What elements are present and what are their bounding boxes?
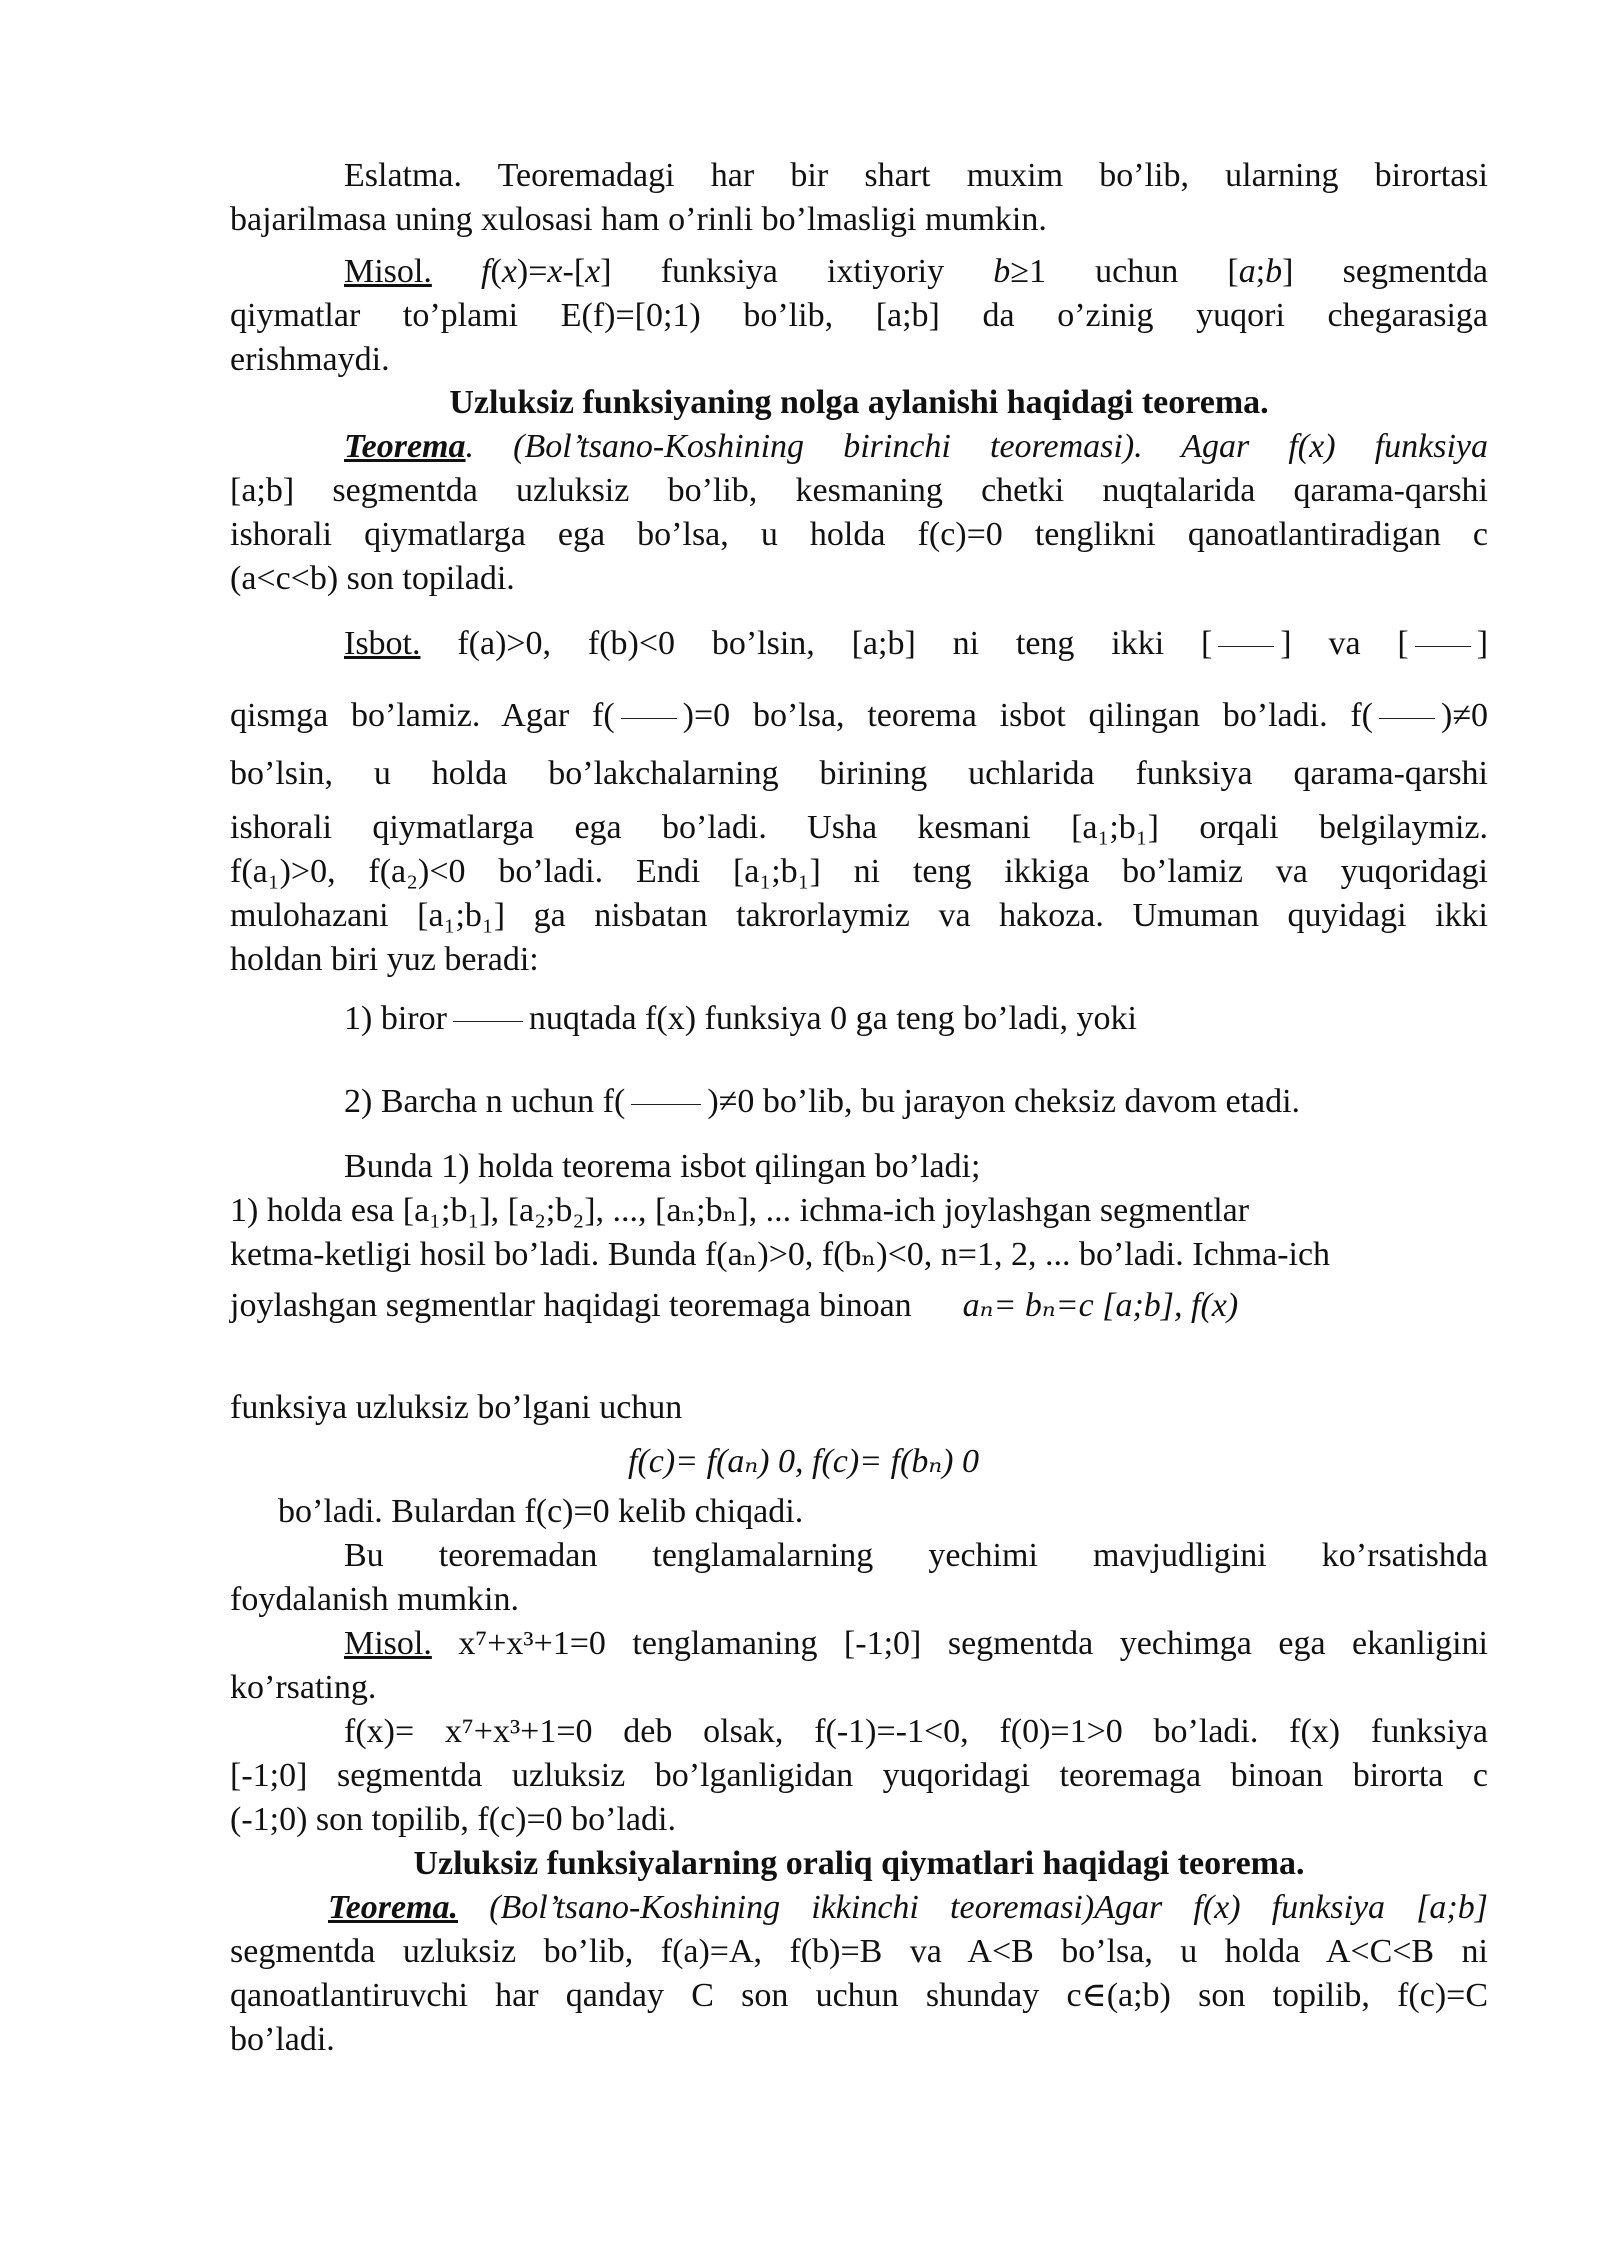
text-line: Misol. f(x)=x-[x] funksiya ixtiyoriy b≥1 uchun [a;b] segmentda [344, 253, 1489, 290]
theorem-label: Teorema [344, 428, 466, 465]
text-line: ketma-ketligi hosil bo’ladi. Bunda f(aₙ)>0, f(bₙ)<0, n=1, 2, ... bo’ladi. Ichma-ich [230, 1236, 1331, 1273]
text-line: segmentda uzluksiz bo’lib, f(a)=A, f(b)=B va A<B bo’lsa, u holda A<C<B ni [230, 1933, 1488, 1970]
text-line: Teorema. (Bol’tsano-Koshining birinchi teoremasi). Agar f(x) funksiya [344, 428, 1488, 465]
example-label: Misol. [344, 1625, 432, 1662]
list-item: 2) Barcha n uchun f( )≠0 bo’lib, bu jarayon cheksiz davom etadi. [344, 1083, 1301, 1120]
text-line: Isbot. f(a)>0, f(b)<0 bo’lsin, [a;b] ni teng ikki [ ] va [ ] [344, 625, 1489, 662]
text-line: Misol. x⁷+x³+1=0 tenglamaning [-1;0] segmentda yechimga ega ekanligini [344, 1625, 1488, 1662]
text-line: foydalanish mumkin. [230, 1581, 519, 1618]
text-line: funksiya uzluksiz bo’lgani uchun [230, 1389, 683, 1426]
text-line: (a<c<b) son topiladi. [230, 560, 515, 597]
text-line: Bunda 1) holda teorema isbot qilingan bo’ladi; [344, 1148, 981, 1185]
fraction-placeholder [1415, 646, 1471, 647]
text-line: Teorema. (Bol’tsano-Koshining ikkinchi teoremasi)Agar f(x) funksiya [a;b] [328, 1889, 1488, 1926]
text-line: qanoatlantiruvchi har qanday C son uchun shunday c∈(a;b) son topilib, f(c)=C [230, 1977, 1488, 2014]
text-line: holdan biri yuz beradi: [230, 941, 539, 978]
text-line: qiymatlar to’plami E(f)=[0;1) bo’lib, [a;b] da o’zinig yuqori chegarasiga [230, 297, 1488, 334]
fraction-placeholder [453, 1021, 523, 1022]
text-line: mulohazani [a₁;b₁] ga nisbatan takrorlaymiz va hakoza. Umuman quyidagi ikki [230, 897, 1488, 934]
text-line: Bu teoremadan tenglamalarning yechimi mavjudligini ko’rsatishda [344, 1537, 1488, 1574]
text-line: bo’ladi. [230, 2021, 335, 2058]
text-line: qismga bo’lamiz. Agar f( )=0 bo’lsa, teorema isbot qilingan bo’ladi. f( )≠0 [230, 697, 1488, 734]
text-line: [-1;0] segmentda uzluksiz bo’lganligidan yuqoridagi teoremaga binoan birorta c [230, 1757, 1488, 1794]
text-line: ko’rsating. [230, 1669, 377, 1706]
text-line: 1) holda esa [a₁;b₁], [a₂;b₂], ..., [aₙ;bₙ], ... ichma-ich joylashgan segmentlar [230, 1192, 1250, 1229]
text-line: joylashgan segmentlar haqidagi teoremaga binoan aₙ= bₙ=c [a;b], f(x) [230, 1287, 1239, 1324]
text-line: ishorali qiymatlarga ega bo’ladi. Usha kesmani [a₁;b₁] orqali belgilaymiz. [230, 809, 1488, 846]
fraction-placeholder [621, 718, 677, 719]
fraction-placeholder [1379, 718, 1435, 719]
text-line: erishmaydi. [230, 341, 390, 378]
text-line: ishorali qiymatlarga ega bo’lsa, u holda f(c)=0 tenglikni qanoatlantiradigan c [230, 516, 1488, 553]
fraction-placeholder [1218, 646, 1274, 647]
text-line: bo’lsin, u holda bo’lakchalarning birining uchlarida funksiya qarama-qarshi [230, 755, 1488, 792]
list-item: 1) biror nuqtada f(x) funksiya 0 ga teng bo’ladi, yoki [344, 1000, 1137, 1037]
fraction-placeholder [631, 1104, 701, 1105]
text-line: f(a₁)>0, f(a₂)<0 bo’ladi. Endi [a₁;b₁] ni teng ikkiga bo’lamiz va yuqoridagi [230, 853, 1488, 890]
text-line: bajarilmasa uning xulosasi ham o’rinli bo’lmasligi mumkin. [230, 201, 1047, 238]
proof-label: Isbot. [344, 625, 421, 662]
text-line: Eslatma. Teoremadagi har bir shart muxim bo’lib, ularning birortasi [344, 157, 1488, 194]
text-line: bo’ladi. Bulardan f(c)=0 kelib chiqadi. [278, 1493, 804, 1530]
text-line: [a;b] segmentda uzluksiz bo’lib, kesmaning chetki nuqtalarida qarama-qarshi [230, 472, 1488, 509]
text-line: f(x)= x⁷+x³+1=0 deb olsak, f(-1)=-1<0, f(0)=1>0 bo’ladi. f(x) funksiya [344, 1713, 1488, 1750]
section-heading: Uzluksiz funksiyaning nolga aylanishi haqidagi teorema. [449, 384, 1269, 421]
theorem-label: Teorema. [328, 1889, 459, 1926]
section-heading: Uzluksiz funksiyalarning oraliq qiymatlari haqidagi teorema. [413, 1845, 1305, 1882]
example-label: Misol. [344, 253, 432, 290]
formula-line: f(c)= f(aₙ) 0, f(c)= f(bₙ) 0 [628, 1443, 979, 1480]
text-line: (-1;0) son topilib, f(c)=0 bo’ladi. [230, 1801, 676, 1838]
